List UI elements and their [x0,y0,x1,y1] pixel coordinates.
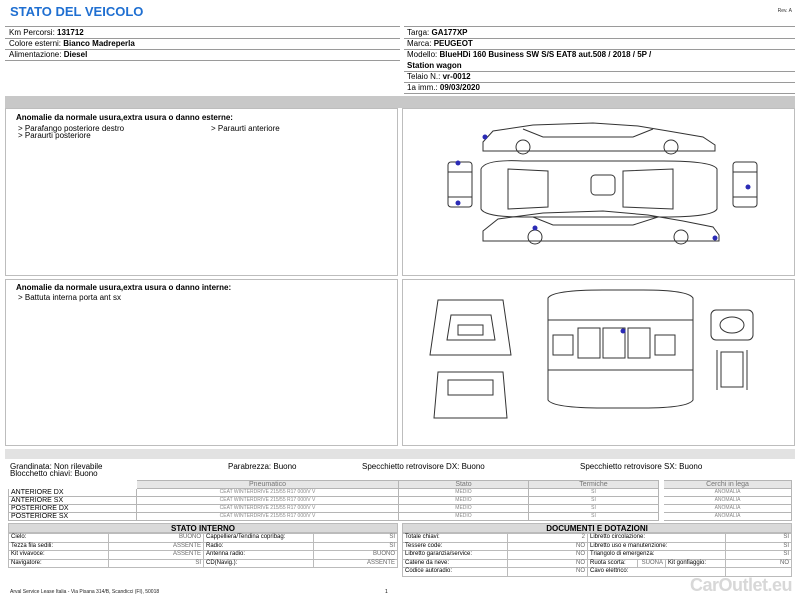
external-damage-panel [5,108,398,276]
table-row: POSTERIORE DX CEAT WINTERDRIVE 215/55 R17 000/V V MEDIO SI ANOMALIA [9,505,792,513]
damage-item: > Parafango posteriore destro [18,124,125,133]
external-diagram-panel [402,108,795,276]
documents-table [402,533,792,577]
thermal-header: Termiche [529,481,659,489]
tire-table-header [9,481,792,489]
plate-row: Targa: GA177XP [407,28,468,37]
table-row: Totale chiavi: 2 Libretto circolazione: SI [403,534,792,543]
damage-markers [621,329,626,334]
car-interior-diagram [403,280,794,445]
state-header: Stato [399,481,529,489]
damage-item: > Battuta interna porta ant sx [18,293,121,302]
revision-label: Rev. A [777,8,792,14]
divider [404,93,795,94]
tire-table [8,480,792,521]
table-row: Codice autoradio: NO Cavo elettrico: [403,568,792,577]
divider [5,60,400,61]
documents-title: DOCUMENTI E DOTAZIONI [402,523,792,533]
keys-check: Blocchetto chiavi: Buono [10,469,98,478]
table-row: Catene da neve: NO Ruota scorta: SUONA Kit gonfiaggio: NO [403,559,792,568]
table-row: ANTERIORE DX CEAT WINTERDRIVE 215/55 R17 000/V V MEDIO SI ANOMALIA [9,489,792,497]
internal-state-title: STATO INTERNO [8,523,398,533]
table-row: ANTERIORE SX CEAT WINTERDRIVE 215/55 R17 000/V V MEDIO SI ANOMALIA [9,497,792,505]
mirror-sx-check: Specchietto retrovisore SX: Buono [580,462,703,471]
footer-address: Arval Service Lease Italia - Via Pisana 314/B, Scandicci (FI), 50018 [10,589,160,595]
external-damage-title: Anomalie da normale usura,extra usura o danno esterne: [16,113,233,122]
table-row: Libretto garanzia/service: NO Triangolo di emergenza: SI [403,551,792,560]
tire-header: Pneumatico [137,481,399,489]
section-band [5,449,795,459]
watermark-logo: CarOutlet.eu [689,575,792,595]
internal-damage-panel [5,279,398,446]
internal-state-table [8,533,398,568]
damage-item: > Paraurti posteriore [18,131,91,140]
brand-row: Marca: PEUGEOT [407,39,473,48]
color-row: Colore esterni: Bianco Madreperla [9,39,135,48]
internal-damage-title: Anomalie da normale usura,extra usura o danno interne: [16,283,232,292]
table-row: Tezza fila sedili: ASSENTE Radio: SI [9,542,398,551]
table-row: Cielo: BUONO Cappelliera/Tendina copribag: SI [9,534,398,543]
registration-row: 1a imm.: 09/03/2020 [407,83,480,92]
page-title: STATO DEL VEICOLO [10,4,144,19]
windshield-check: Parabrezza: Buono [228,462,297,471]
car-exterior-diagram [403,109,794,275]
fuel-row: Alimentazione: Diesel [9,50,88,59]
hail-check: Grandinata: Non rilevabile [10,462,103,471]
page-number: 1 [385,589,388,595]
section-band [5,96,795,108]
km-row: Km Percorsi: 131712 [9,28,84,37]
internal-diagram-panel [402,279,795,446]
table-row: POSTERIORE SX CEAT WINTERDRIVE 215/55 R17 000/V V MEDIO SI ANOMALIA [9,513,792,521]
table-row: Navigatore: SI CD(Navig.): ASSENTE [9,559,398,568]
mirror-dx-check: Specchietto retrovisore DX: Buono [362,462,485,471]
rims-header: Cerchi in lega [664,481,792,489]
model-row: Modello: BlueHDi 160 Business SW S/S EAT8 aut.508 / 2018 / 5P / [407,50,652,59]
damage-item: > Paraurti anteriore [211,124,280,133]
table-row: Tessere code: NO Libretto uso e manutenzione: SI [403,542,792,551]
chassis-row: Telaio N.: vr-0012 [407,72,471,81]
model-row-cont: Station wagon [407,61,462,70]
table-row: Kit vivavoce: ASSENTE Antenna radio: BUONO [9,551,398,560]
